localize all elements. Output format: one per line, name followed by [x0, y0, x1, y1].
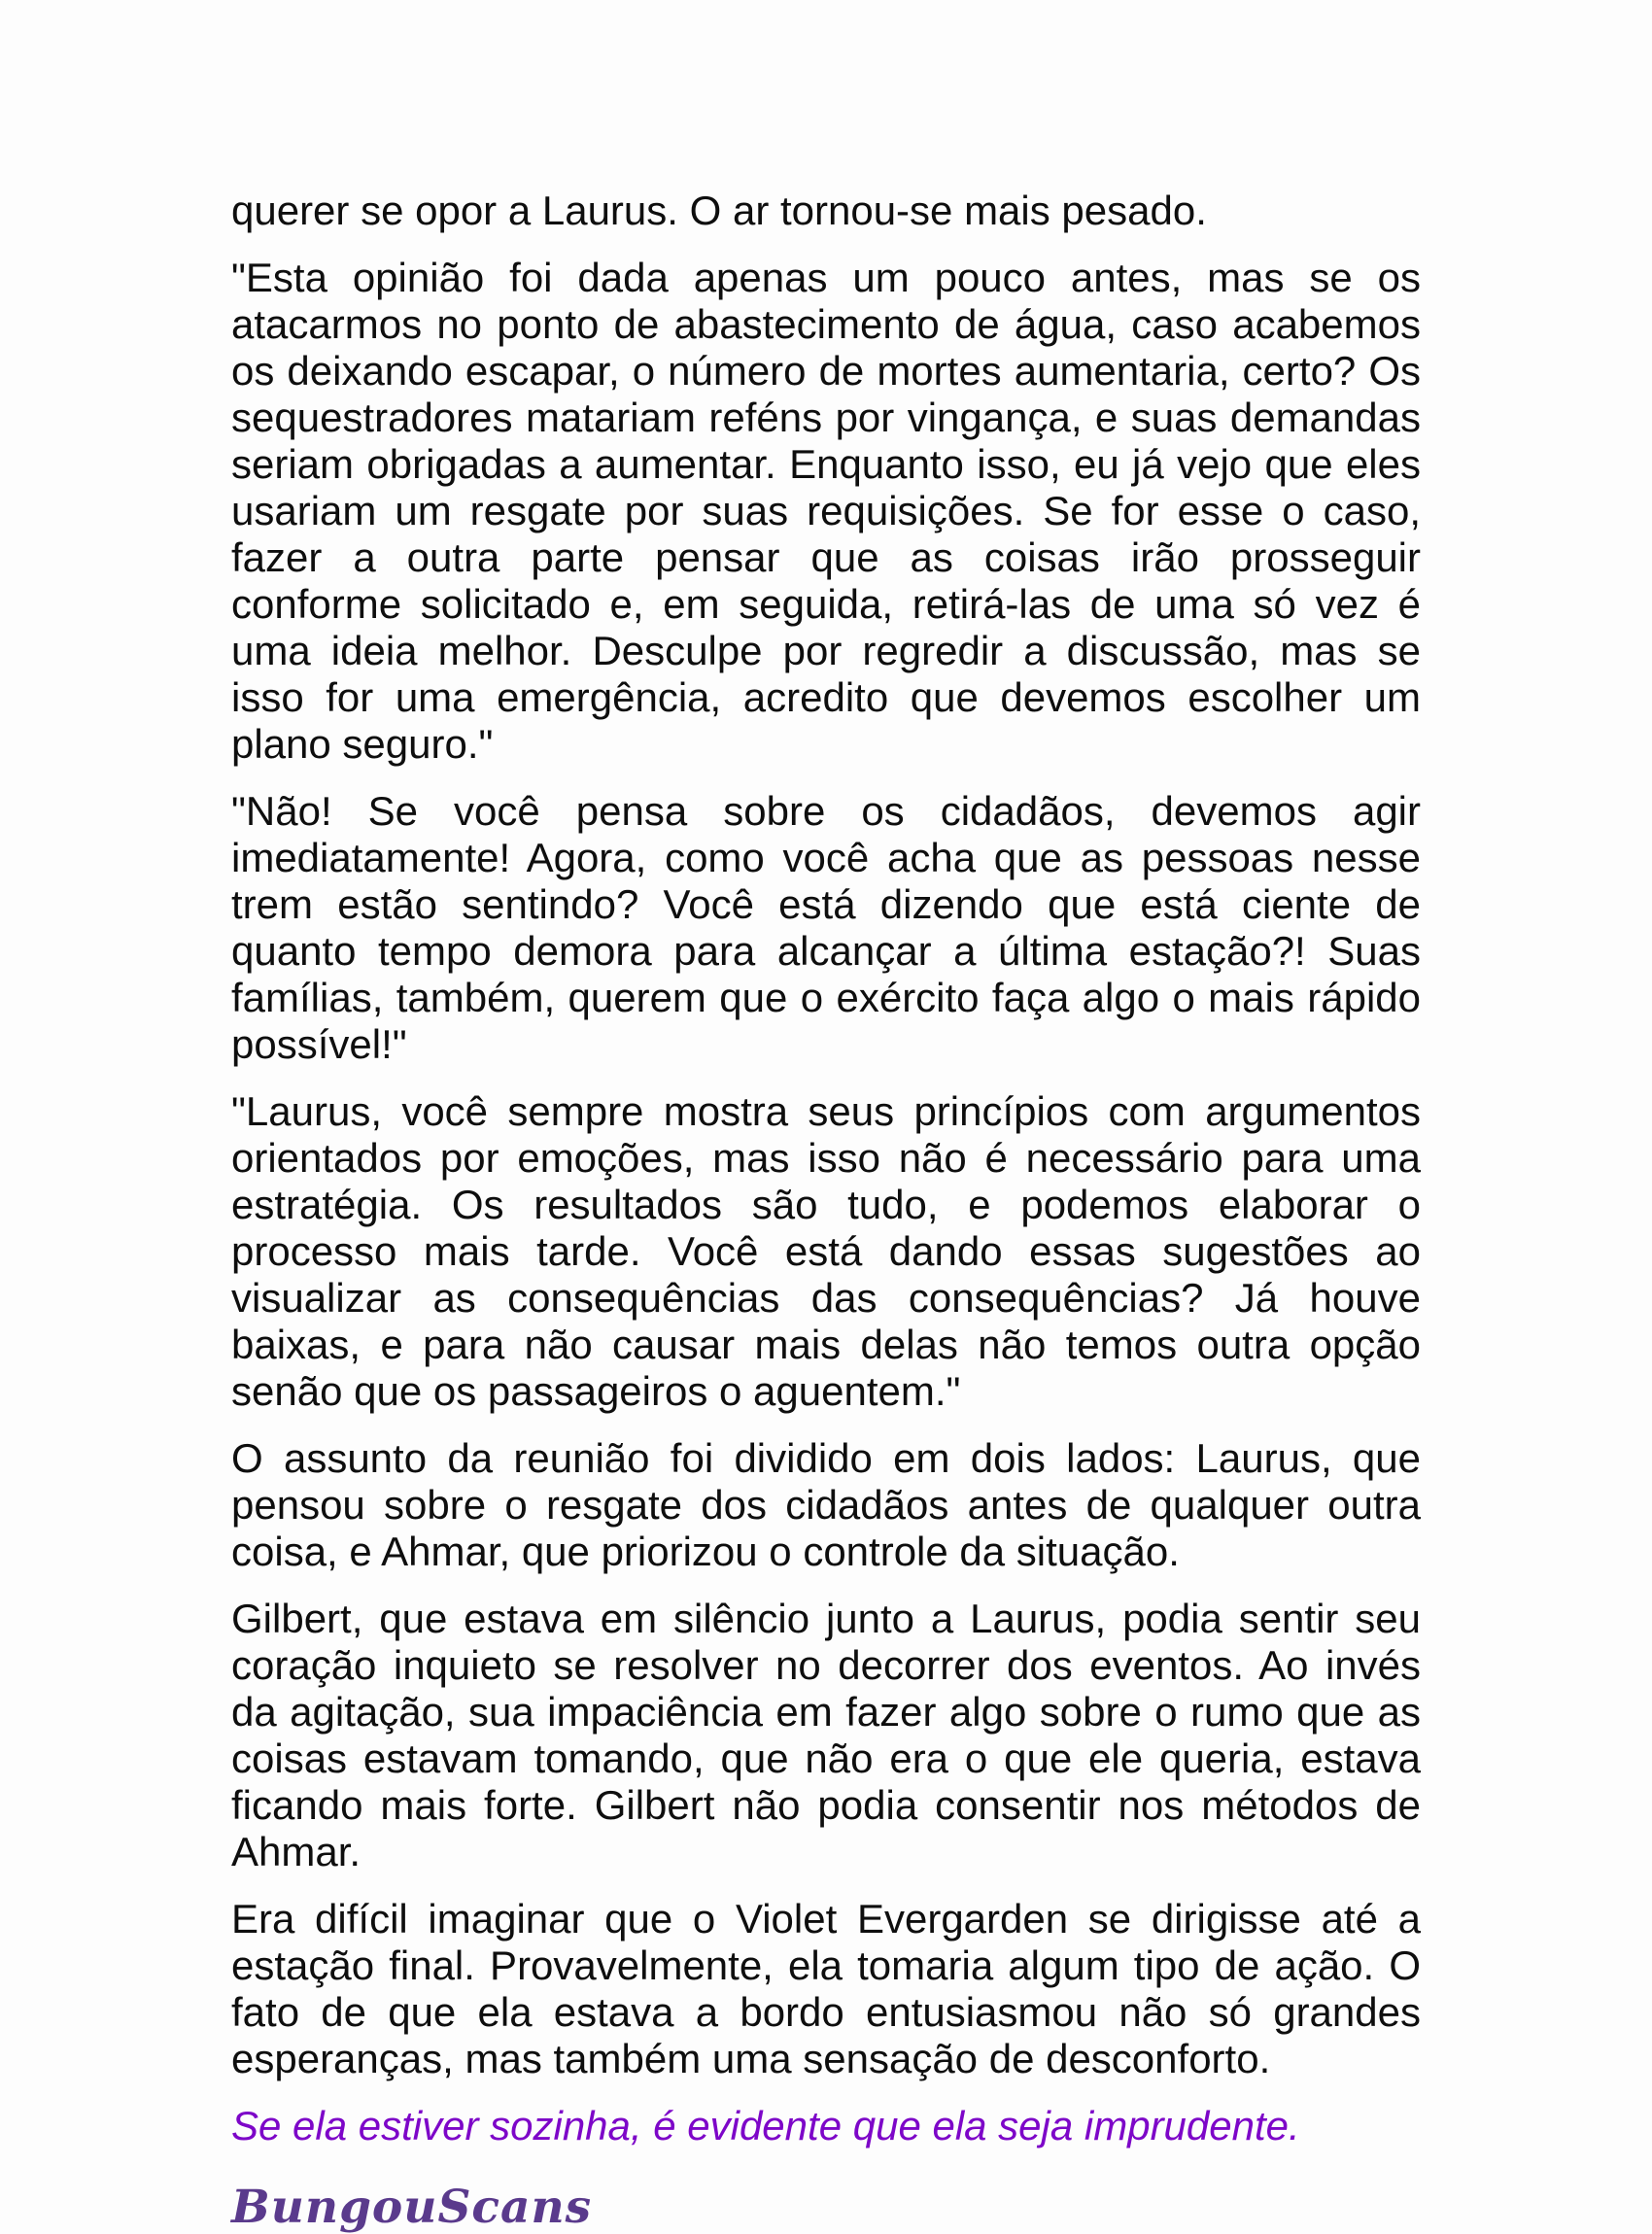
scanlation-watermark: BungouScans — [231, 2181, 593, 2234]
paragraph-container — [231, 188, 1421, 2082]
paragraph: querer se opor a Laurus. O ar tornou-se mais pesado. — [231, 188, 1207, 233]
paragraph: Era difícil imaginar que o Violet Evergarden se dirigisse até a estação final. Provavelmente, ela tomaria algum tipo de ação. O fato de que ela estava a bordo entusiasmou não só grandes esperanças, mas também uma sensação de desconforto. — [231, 1896, 1421, 2081]
paragraph: "Não! Se você pensa sobre os cidadãos, devemos agir imediatamente! Agora, como você acha que as pessoas nesse trem estão sentindo? Você está dizendo que está ciente de quanto tempo demora para alcançar a última estação?! Suas famílias, também, querem que o exército faça algo o mais rápido possível!" — [231, 788, 1421, 1067]
paragraph: "Esta opinião foi dada apenas um pouco antes, mas se os atacarmos no ponto de abastecimento de água, caso acabemos os deixando escapar, o número de mortes aumentaria, certo? Os sequestradores matariam reféns por vingança, e suas demandas seriam obrigadas a aumentar. Enquanto isso, eu já vejo que eles usariam um resgate por suas requisições. Se for esse o caso, fazer a outra parte pensar que as coisas irão prosseguir conforme solicitado e, em seguida, retirá-las de uma só vez é uma ideia melhor. Desculpe por regredir a discussão, mas se isso for uma emergência, acredito que devemos escolher um plano seguro." — [231, 255, 1421, 767]
inner-monologue-line: Se ela estiver sozinha, é evidente que ela seja imprudente. — [231, 2103, 1300, 2148]
paragraph: O assunto da reunião foi dividido em dois lados: Laurus, que pensou sobre o resgate dos cidadãos antes de qualquer outra coisa, e Ahmar, que priorizou o controle da situação. — [231, 1435, 1421, 1574]
text-column — [231, 188, 1421, 2233]
paragraph: Gilbert, que estava em silêncio junto a Laurus, podia sentir seu coração inquieto se resolver no decorrer dos eventos. Ao invés da agitação, sua impaciência em fazer algo sobre o rumo que as coisas estavam tomando, que não era o que ele queria, estava ficando mais forte. Gilbert não podia consentir nos métodos de Ahmar. — [231, 1596, 1421, 1874]
paragraph: "Laurus, você sempre mostra seus princípios com argumentos orientados por emoções, mas isso não é necessário para uma estratégia. Os resultados são tudo, e podemos elaborar o processo mais tarde. Você está dando essas sugestões ao visualizar as consequências das consequências? Já houve baixas, e para não causar mais delas não temos outra opção senão que os passageiros o aguentem." — [231, 1088, 1421, 1414]
